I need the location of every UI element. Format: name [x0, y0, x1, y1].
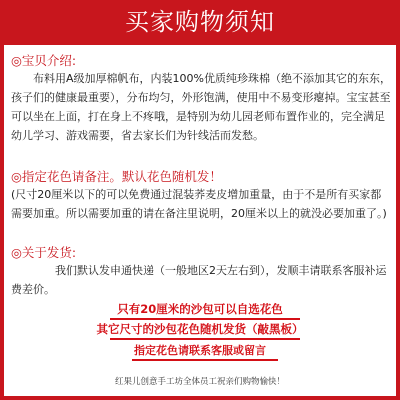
notice-divider-1	[110, 318, 300, 320]
notice-line-1: 只有20厘米的沙包可以自选花色	[117, 302, 283, 316]
color-heading: ◎指定花色请备注。默认花色随机发！	[11, 169, 222, 184]
notice-divider-2	[110, 338, 300, 340]
color-paragraph	[11, 185, 391, 223]
intro-text: 布料用A级加厚棉帆布，内装100%优质纯珍珠棉（绝不添加其它的东东，孩子们的健康最重要），分布均匀，外形饱满，使用中不易变形瘪掉。宝宝甚至可以坐在上面，打在身上不疼哦，是特别为幼儿园老师布置作业的，完全满足幼儿学习、游戏需要，省去家长们为针线活而发愁。	[11, 72, 391, 142]
notice-panel	[4, 45, 396, 396]
notice-line-3: 指定花色请联系客服或留言	[134, 344, 266, 357]
color-text: (尺寸20厘米以下的可以免费通过混装荞麦皮增加重量，由于不是所有买家都需要加重。所以需要加重的请在备注里说明，20厘米以上的就没必要加重了。)	[11, 188, 387, 220]
page-title: 买家购物须知	[125, 8, 275, 36]
footer-message: 红果儿创意手工坊全体员工祝亲们购物愉快！	[114, 377, 285, 387]
shipping-paragraph	[11, 261, 391, 299]
notice-line-2: 其它尺寸的沙包花色随机发货（敲黑板）	[96, 322, 304, 336]
intro-paragraph	[11, 69, 391, 145]
shipping-heading: ◎关于发货:	[11, 245, 77, 260]
notice-divider-3	[132, 359, 278, 361]
intro-heading: ◎宝贝介绍:	[11, 53, 77, 68]
shipping-text: 我们默认发申通快递（一般地区2天左右到），发顺丰请联系客服补运费差价。	[11, 264, 387, 296]
